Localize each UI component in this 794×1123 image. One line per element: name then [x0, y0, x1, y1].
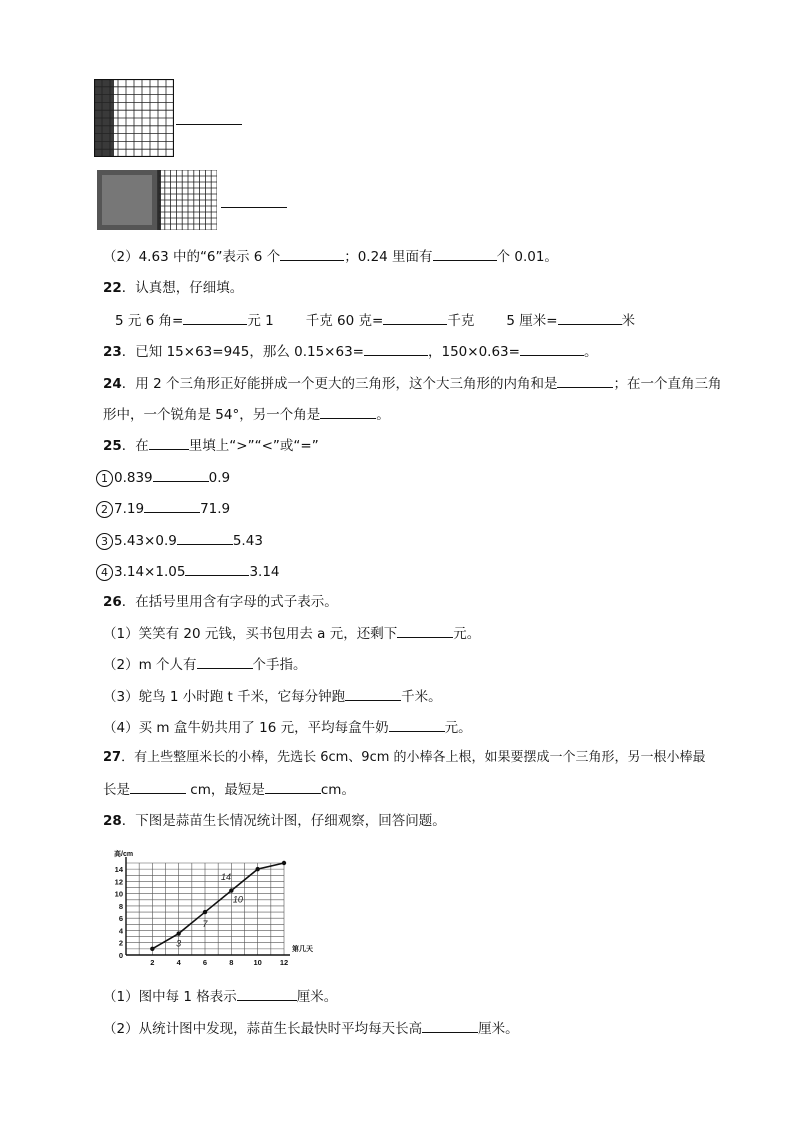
question-number: 27: [103, 750, 122, 765]
data-point: [203, 910, 207, 914]
y-tick-label: 6: [118, 914, 123, 924]
q22-item-c-text: 5 厘米=: [506, 313, 558, 329]
compare-left: 0.839: [114, 470, 153, 486]
q22-title: [103, 278, 243, 298]
q22-items: [115, 310, 635, 331]
x-tick-label: 8: [229, 958, 234, 967]
sub-question-text: （3）鸵鸟 1 小时跑 t 千米，它每分钟跑: [103, 689, 346, 705]
sub-question-unit: 个手指。: [252, 657, 307, 673]
compare-left: 5.43×0.9: [114, 533, 177, 549]
answer-blank[interactable]: [557, 373, 613, 388]
sub-question-text: （1）图中每 1 格表示: [103, 989, 237, 1005]
sub-question-unit: 厘米。: [296, 989, 338, 1005]
data-point: [176, 931, 180, 935]
question-number: 28: [103, 813, 122, 829]
answer-blank[interactable]: [397, 623, 453, 638]
sub-question-text: （4）买 m 盒牛奶共用了 16 元，平均每盒牛奶: [103, 720, 389, 736]
q26-item-2: [103, 654, 307, 675]
handwritten-annotation: 3: [176, 938, 182, 949]
q26-item-4: [103, 717, 472, 738]
q22-item-c-unit: 米: [621, 313, 636, 329]
q27-line2: [103, 779, 355, 800]
question-number: 23: [103, 344, 122, 360]
compare-right: 71.9: [200, 501, 231, 517]
question-text-b: ；在一个直角三角: [613, 376, 722, 392]
q24-line1: [103, 373, 721, 394]
q23: [103, 341, 597, 362]
answer-blank[interactable]: [558, 310, 622, 325]
sub-question-unit: 厘米。: [478, 1021, 519, 1037]
y-axis-label: 高/cm: [114, 851, 134, 858]
x-tick-label: 2: [150, 958, 155, 967]
question-text-a: 长是: [103, 782, 130, 798]
question-text: ．用 2 个三角形正好能拼成一个更大的三角形，这个大三角形的内角和是: [121, 376, 558, 392]
question-text-a: ．在: [121, 438, 149, 454]
answer-blank[interactable]: [422, 1018, 478, 1033]
growth-chart-svg: [108, 845, 328, 970]
x-axis-label: 第几天: [292, 946, 313, 953]
q28-title: [103, 811, 446, 831]
question-text-mid: ，150×0.63=: [428, 344, 520, 360]
answer-blank[interactable]: [130, 779, 186, 794]
question-text-c: cm。: [320, 782, 355, 798]
q28-sub2: [103, 1018, 519, 1039]
grid-figure-1-svg: [94, 79, 174, 157]
q28-sub1: [103, 986, 337, 1007]
question-number: 24: [103, 376, 122, 392]
grid-figure-2-svg: [97, 170, 217, 230]
circled-number-4: 4: [96, 564, 113, 581]
compare-right: 0.9: [208, 470, 231, 486]
sub-question-text: （1）笑笑有 20 元钱，买书包用去 a 元，还剩下: [103, 626, 398, 642]
handwritten-annotation: 10: [232, 894, 243, 905]
q27-line1: [103, 748, 706, 768]
growth-chart: [108, 845, 328, 970]
sub-question-text: （2）m 个人有: [103, 657, 197, 673]
answer-blank[interactable]: [364, 341, 428, 356]
sub-question-unit: 元。: [453, 626, 481, 642]
q21-part2-text-b: ；0.24 里面有: [344, 249, 433, 265]
question-text-d: 。: [376, 407, 390, 423]
q25-item-3: [96, 530, 263, 551]
q21-part2: [103, 246, 558, 267]
q22-item-a-text: 5 元 6 角=: [115, 313, 184, 329]
y-tick-label: 4: [118, 926, 123, 936]
question-number: 22: [103, 280, 122, 296]
circled-number-3: 3: [96, 533, 113, 550]
x-tick-label: 4: [176, 958, 181, 967]
grid-figure-2: [97, 170, 217, 230]
answer-blank[interactable]: [320, 404, 376, 419]
answer-blank[interactable]: [185, 561, 249, 576]
q25-item-4: [96, 561, 280, 582]
q26-item-3: [103, 686, 442, 707]
compare-right: 3.14: [249, 564, 280, 580]
question-text-end: 。: [583, 344, 598, 360]
compare-left: 7.19: [114, 501, 145, 517]
data-point: [150, 947, 154, 951]
grid-figure-1: [94, 79, 174, 157]
y-tick-label: 10: [114, 889, 123, 899]
q21-part2-text-c: 个 0.01。: [496, 249, 558, 265]
answer-blank[interactable]: [265, 779, 321, 794]
y-tick-label: 12: [114, 877, 123, 887]
question-text: ．下图是蒜苗生长情况统计图，仔细观察，回答问题。: [121, 813, 446, 829]
q26-title: [103, 592, 338, 612]
sub-question-unit: 元。: [444, 720, 472, 736]
x-tick-label: 12: [279, 958, 289, 967]
question-number: 26: [103, 594, 122, 610]
answer-blank[interactable]: [144, 498, 200, 513]
answer-blank[interactable]: [280, 246, 344, 261]
answer-blank[interactable]: [153, 467, 209, 482]
compare-right: 5.43: [232, 533, 263, 549]
question-text-b: cm，最短是: [186, 782, 265, 798]
data-point: [229, 888, 233, 892]
answer-blank[interactable]: [520, 341, 584, 356]
y-tick-label: 0: [118, 951, 123, 960]
example-blank: [149, 435, 189, 450]
y-tick-label: 14: [114, 865, 123, 875]
question-text-b: 里填上“>”“<”或“=”: [188, 438, 319, 454]
q25-item-2: [96, 498, 230, 519]
q25-title: [103, 435, 319, 456]
question-text: ．认真想，仔细填。: [121, 280, 244, 296]
answer-blank[interactable]: [345, 686, 401, 701]
sub-question-text: （2）从统计图中发现，蒜苗生长最快时平均每天长高: [103, 1021, 423, 1037]
answer-blank[interactable]: [197, 654, 253, 669]
answer-blank[interactable]: [183, 310, 247, 325]
answer-blank[interactable]: [389, 717, 445, 732]
question-number: 25: [103, 438, 122, 454]
q21-part2-num: （2）: [103, 249, 139, 265]
answer-blank-figure-2[interactable]: [221, 193, 287, 208]
sub-question-unit: 千米。: [401, 689, 442, 705]
x-tick-label: 6: [202, 958, 208, 967]
data-point: [255, 867, 259, 871]
q24-line2: [103, 404, 390, 425]
q22-item-a-unit: 元 1: [247, 313, 274, 329]
circled-number-2: 2: [96, 501, 113, 518]
circled-number-1: 1: [96, 470, 113, 487]
answer-blank-figure-1[interactable]: [176, 110, 242, 125]
x-tick-label: 10: [253, 958, 262, 967]
y-tick-label: 8: [118, 901, 123, 911]
question-text-c: 形中，一个锐角是 54°，另一个角是: [103, 407, 321, 423]
data-point: [282, 861, 286, 865]
answer-blank[interactable]: [433, 246, 497, 261]
answer-blank[interactable]: [177, 530, 233, 545]
question-text: ．已知 15×63=945，那么 0.15×63=: [121, 344, 364, 360]
answer-blank[interactable]: [383, 310, 447, 325]
y-tick-label: 2: [118, 938, 123, 948]
handwritten-annotation: 7: [202, 918, 208, 929]
q22-item-b-text: 千克 60 克=: [305, 313, 384, 329]
q22-item-b-unit: 千克: [447, 313, 475, 329]
handwritten-annotation: 14: [221, 872, 232, 883]
q25-item-1: [96, 467, 230, 488]
question-text: ．在括号里用含有字母的式子表示。: [121, 594, 338, 610]
answer-blank[interactable]: [237, 986, 297, 1001]
question-text: ．有上些整厘米长的小棒，先选长 6cm、9cm 的小棒各上根，如果要摆成一个三角形，另一根小棒最: [121, 750, 706, 765]
q26-item-1: [103, 623, 480, 644]
q21-part2-text-a: 4.63 中的“6”表示 6 个: [138, 249, 281, 265]
compare-left: 3.14×1.05: [114, 564, 186, 580]
